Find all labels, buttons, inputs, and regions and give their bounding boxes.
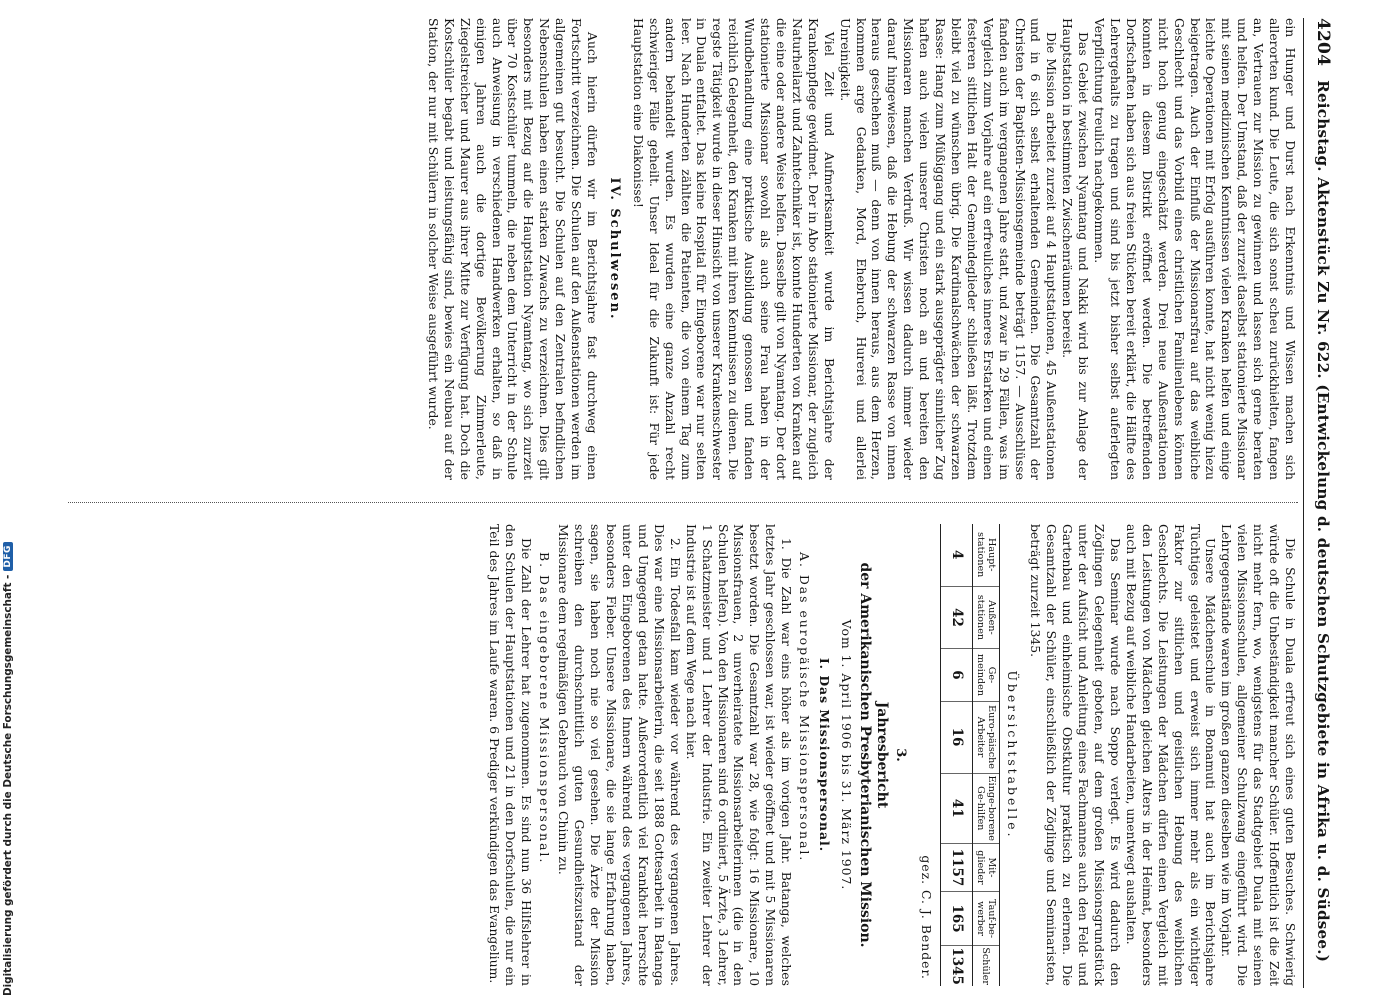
report-period: Vom 1. April 1906 bis 31. März 1907.	[838, 619, 854, 891]
table-header-cell: Ge-meinden	[972, 649, 999, 701]
report-title-line2: der Amerikanischen Presbyterianischen Mission.	[856, 562, 873, 948]
paragraph: Die Mission arbeitet zurzeit auf 4 Hauptstationen, 45 Außenstationen und in 6 sich selbst erhaltenden Gemeinden. Die Gesamtzahl der Christen der Baptisten-Missionsgemeinde beträgt 1157. — Ausschlüsse fanden auch im vergangenen Jahre statt, und zwar in 29 Fällen, was im Vergleich zum Vorjahre auf ein erfreuliches inneres Erstarken und einen festeren sittlichen Halt der Gemeindeglieder schließen läßt. Trotzdem bleibt viel zu wünschen übrig. Die Kardinalschwächen der schwarzen Rasse: Hang zum Müßiggang und ein stark ausgeprägter sinnlicher Zug haften auch vielen unserer Christen noch an und bereiten den Missionaren manchen Verdruß. Wir wissen dadurch immer wieder darauf hingewiesen, daß die Hebung der schwarzen Rasse von innen heraus geschehen muß — denn von innen heraus, aus dem Herzen, kommen arge Gedanken, Mord, Ehebruch, Hurerei und allerlei Unreinigkeit.	[837, 18, 1060, 480]
table-header-cell: Schüler	[972, 946, 999, 986]
paragraph: Das Gebiet zwischen Nyamtang und Nakki wird bis zur Anlage der Hauptstation in bestimmten Zwischenräumen bereist.	[1060, 18, 1092, 480]
paragraph: 1. Die Zahl war eins höher als im vorigen Jahr. Batanga, welches letztes Jahr geschlossen war, ist wieder geöffnet und mit 5 Missionaren besetzt worden. Die Gesamtzahl war 28, wie folgt: 16 Missionare, 10 Missionsfrauen, 2 unverheiratete Missionsarbeiterinnen (die in den Schulen helfen). Von den Missionaren sind 6 ordiniert, 5 Ärzte, 3 Lehrer, 1 Schatzmeister und 1 Lehrer der Industrie. Ein zweiter Lehrer der Industrie ist auf dem Wege nach hier.	[683, 524, 795, 986]
table-cell: 41	[940, 773, 972, 844]
table-header-cell: Einge-borene Ge-hilfen	[972, 773, 999, 844]
credit-text: Digitalisierung gefördert durch die Deutsche Forschungsgemeinschaft -	[2, 574, 14, 996]
table-header-cell: Tauf-be-werber	[972, 891, 999, 946]
table-header-cell: Euro-päische Arbeiter	[972, 701, 999, 773]
table-cell: 42	[940, 586, 972, 649]
running-title: Reichstag. Aktenstück Zu Nr. 622. (Entwickelung d. deutschen Schutzgebiete in Afrika u. d. Südsee.)	[1314, 80, 1332, 963]
table-cell: 1345	[940, 946, 972, 986]
column-divider	[68, 502, 1298, 503]
table-cell: 6	[940, 649, 972, 701]
part-heading: I. Das Missionspersonal.	[816, 657, 832, 853]
table-title: Übersichtstabelle.	[1004, 670, 1020, 840]
paragraph: Viel Zeit und Aufmerksamkeit wurde im Berichtsjahre der Krankenpflege gewidmet. Der in Abo stationierte Missionar, der zugleich Naturheilarzt und Zahntechniker ist, konnte Hunderten von Kranken auf die eine oder andere Weise helfen. Dasselbe gilt von Nyamtang. Der dort stationierte Missionar sowohl als auch seine Frau haben in der Wundbehandlung eine praktische Ausbildung genossen und fanden reichlich Gelegenheit, den Kranken mit ihren Kenntnissen zu dienen. Die regste Tätigkeit wurde in dieser Hinsicht von unserer Krankenschwester in Duala entfaltet. Das kleine Hospital für Eingeborene war nur selten leer. Nach Hunderten zählten die Patienten, die von einem Tag zum andern behandelt wurden. Es wurden eine ganze Anzahl recht schwieriger Fälle geheilt. Unser Ideal für die Zukunft ist: Für jede Hauptstation eine Diakonisse!	[630, 18, 837, 480]
left-column	[68, 18, 1298, 480]
table-header-row	[972, 524, 999, 986]
page-number: 4204	[1313, 18, 1333, 67]
paragraph: Die Zahl der Lehrer hat zugenommen. Es sind nun 36 Hilfslehrer in den Schulen der Hauptstationen und 21 in den Dorfschulen, die nur ein Teil des Jahres im Laufe waren. 6 Prediger verkündigen das Evangelium.	[486, 524, 534, 986]
paragraph: 2. Ein Todesfall kam wieder vor während des vergangenen Jahres. Dies war eine Missionsarbeiterin, die seit 1888 Gottesarbeit in Batanga und Umgegend getan hatte. Außerordentlich viel Krankheit herrschte unter den Eingeborenen des Innern während des vergangenen Jahres, besonders Fieber. Unsere Missionare, die sie lange Erfahrung haben, sagen, sie haben noch nie so viel gesehen. Die Ärzte der Mission schreiben den durchschnittlich guten Gesundheitszustand der Missionare dem regelmäßigen Gebrauch von Chinin zu.	[556, 524, 683, 986]
digitization-credit	[0, 16, 16, 996]
paragraph: ein Hunger und Durst nach Erkenntnis und Wissen machen sich allerorten kund. Die Leute, die sich sonst scheu zurückhielten, fangen an, Vertrauen zur Mission zu gewinnen und lassen sich gerne beraten und helfen. Der Umstand, daß der zurzeit daselbst stationierte Missionar mit seinen medizinischen Kenntnissen vielen Kranken helfen und einige leichte Operationen mit Erfolg ausführen konnte, hat nicht wenig hiezu beigetragen. Auch der Einfluß der Missionarsfrau auf das weibliche Geschlecht und das Vorbild eines christlichen Familienlebens können nicht hoch genug eingeschätzt werden. Drei neue Außenstationen konnten in diesem Distrikt eröffnet werden. Die betreffenden Dorfschaften haben sich aus freien Stücken bereit erklärt, die Hälfte des Lehrergehalts zu tragen und sind bis jetzt bisher selbst auferlegten Verpflichtung treulich nachgekommen.	[1092, 18, 1298, 480]
table-header-cell: Mit-glieder	[972, 844, 999, 892]
subsection-heading-b: B. Das eingeborene Missionspersonal.	[536, 552, 552, 865]
report-number: 3.	[892, 748, 908, 762]
paragraph: Das Seminar wurde nach Soppo verlegt. Es wird dadurch den Zöglingen Gelegenheit geboten, auf dem großen Missionsgrundstück unter der Aufsicht und Anleitung eines Fachmannes auch den Feld- und Gartenbau und einheimische Obstkultur praktisch zu erlernen. Die Gesamtzahl der Schüler, einschließlich der Zöglinge und Seminaristen, beträgt zurzeit 1345.	[1028, 524, 1124, 986]
page-header	[1303, 18, 1342, 988]
signature: gez. C. J. Bender.	[918, 855, 934, 980]
section-heading: IV. Schulwesen.	[606, 177, 622, 321]
table-cell: 1157	[940, 844, 972, 892]
subsection-heading-a: A. Das europäische Missionspersonal.	[797, 552, 813, 863]
paragraph: Auch hierin dürfen wir im Berichtsjahre fast durchweg einen Fortschritt verzeichnen. Die Schulen auf den Außenstationen werden im allgemeinen gut besucht. Die Schulen auf den Zentralen befindlichen Nebenschulen haben einen starken Zuwachs zu verzeichnen. Dies gilt besonders mit Bezug auf die Hauptstation Nyamtang, wo sich zurzeit über 70 Kostschüler tummeln, die neben dem Unterricht in der Schule auch Anweisung in verschiedenen Handwerken erhalten, so daß in einigen Jahren auch die dortige Bevölkerung Zimmerleute, Ziegelstreicher und Maurer aus ihrer Mitte zur Verfügung hat. Doch die Kostschüler begabt und leistungsfähig sind, bewies ein Neubau auf der Station, der nur mit Schülern in solcher Weise ausgeführt wurde.	[425, 18, 601, 480]
table-row	[940, 524, 972, 986]
report-title-line1: Jahresbericht	[873, 701, 890, 809]
paragraph: Die Schule in Duala erfreut sich eines guten Besuches. Schwierig würde oft die Unbeständigkeit mancher Schüler. Hoffentlich ist die Zeit nicht mehr fern, wo, wenigstens für das Stadtgebiet Duala mit seinen vielen Missionsschulen, allgemeiner Schulzwang eingeführt wird. Die Lehrgegenstände waren im großen ganzen dieselben wie im Vorjahr.	[1219, 524, 1298, 986]
table-cell: 16	[940, 701, 972, 773]
rotated-page-scan	[60, 18, 1342, 988]
paragraph: Unsere Mädchenschule in Bonamuti hat auch im Berichtsjahre Tüchtiges geleistet und erweist sich immer mehr als ein wichtiger Faktor zur sittlichen und geistlichen Hebung des weiblichen Geschlechts. Die Leistungen der Mädchen dürfen einen Vergleich mit den Leistungen von Mädchen gleichen Alters in der Heimat, besonders auch mit Bezug auf weibliche Handarbeiten, unentwegt aushalten.	[1123, 524, 1219, 986]
dfg-logo: DFG	[3, 542, 13, 571]
table-cell: 165	[940, 891, 972, 946]
overview-table	[940, 524, 1000, 986]
table-cell: 4	[940, 524, 972, 586]
table-header-cell: Haupt-stationen	[972, 524, 999, 586]
table-header-cell: Außen-stationen	[972, 586, 999, 649]
right-column	[68, 524, 1298, 986]
